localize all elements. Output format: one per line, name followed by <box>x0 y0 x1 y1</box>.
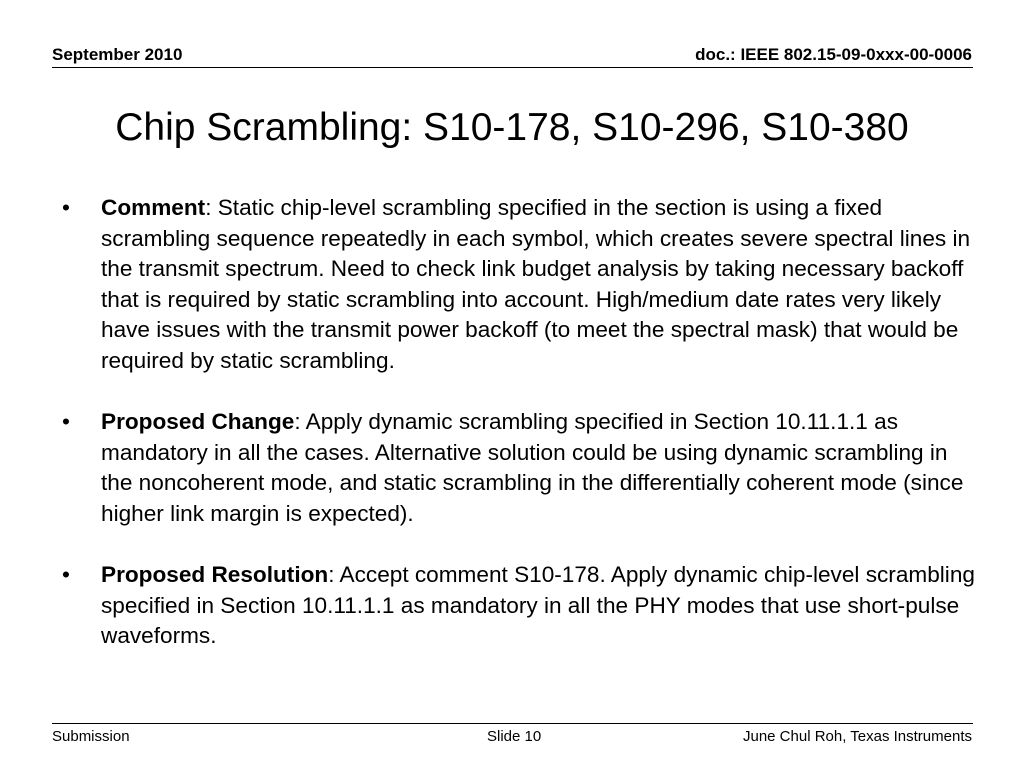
bullet-dot-icon: • <box>62 562 70 588</box>
bullet-text: : Static chip-level scrambling specified in the section is using a fixed scrambling sequence repeatedly in each symbol, which creates severe spectral lines in the transmit spectrum. Need to check link budget analysis by taking necessary backoff that is required by static scrambling into account. High/medium date rates very likely have issues with the transmit power backoff (to meet the spectral mask) that would be required by static scrambling. <box>101 195 971 373</box>
bullet-label: Comment <box>101 195 206 220</box>
footer-submission: Submission <box>52 728 130 745</box>
bullet-dot-icon: • <box>62 195 70 220</box>
bullet-proposed-resolution <box>62 560 977 652</box>
footer-slide-number: Slide 10 <box>487 728 542 745</box>
bullet-comment <box>62 193 977 377</box>
footer-author: June Chul Roh, Texas Instruments <box>742 728 972 745</box>
header-divider <box>52 67 973 68</box>
slide-title: Chip Scrambling: S10-178, S10-296, S10-380 <box>115 106 909 149</box>
bullet-proposed-change <box>62 407 977 529</box>
bullet-dot-icon: • <box>62 409 70 435</box>
bullet-text: : Accept comment S10-178. Apply dynamic chip-level scrambling specified in Section 10.11.1.1 as mandatory in all the PHY modes that use short-pulse waveforms. <box>101 562 975 649</box>
header-doc-id: doc.: IEEE 802.15-09-0xxx-00-0006 <box>695 45 972 64</box>
bullet-text: : Apply dynamic scrambling specified in Section 10.11.1.1 as mandatory in all the cases. Alternative solution could be using dynamic scrambling in the noncoherent mode, and static scrambling in the differentially coherent mode (since higher link margin is expected). <box>101 409 964 526</box>
header-date: September 2010 <box>52 45 183 64</box>
bullet-label: Proposed Change <box>101 409 295 435</box>
bullet-label: Proposed Resolution <box>101 562 329 588</box>
slide-body <box>62 193 977 652</box>
footer-divider <box>52 723 973 724</box>
